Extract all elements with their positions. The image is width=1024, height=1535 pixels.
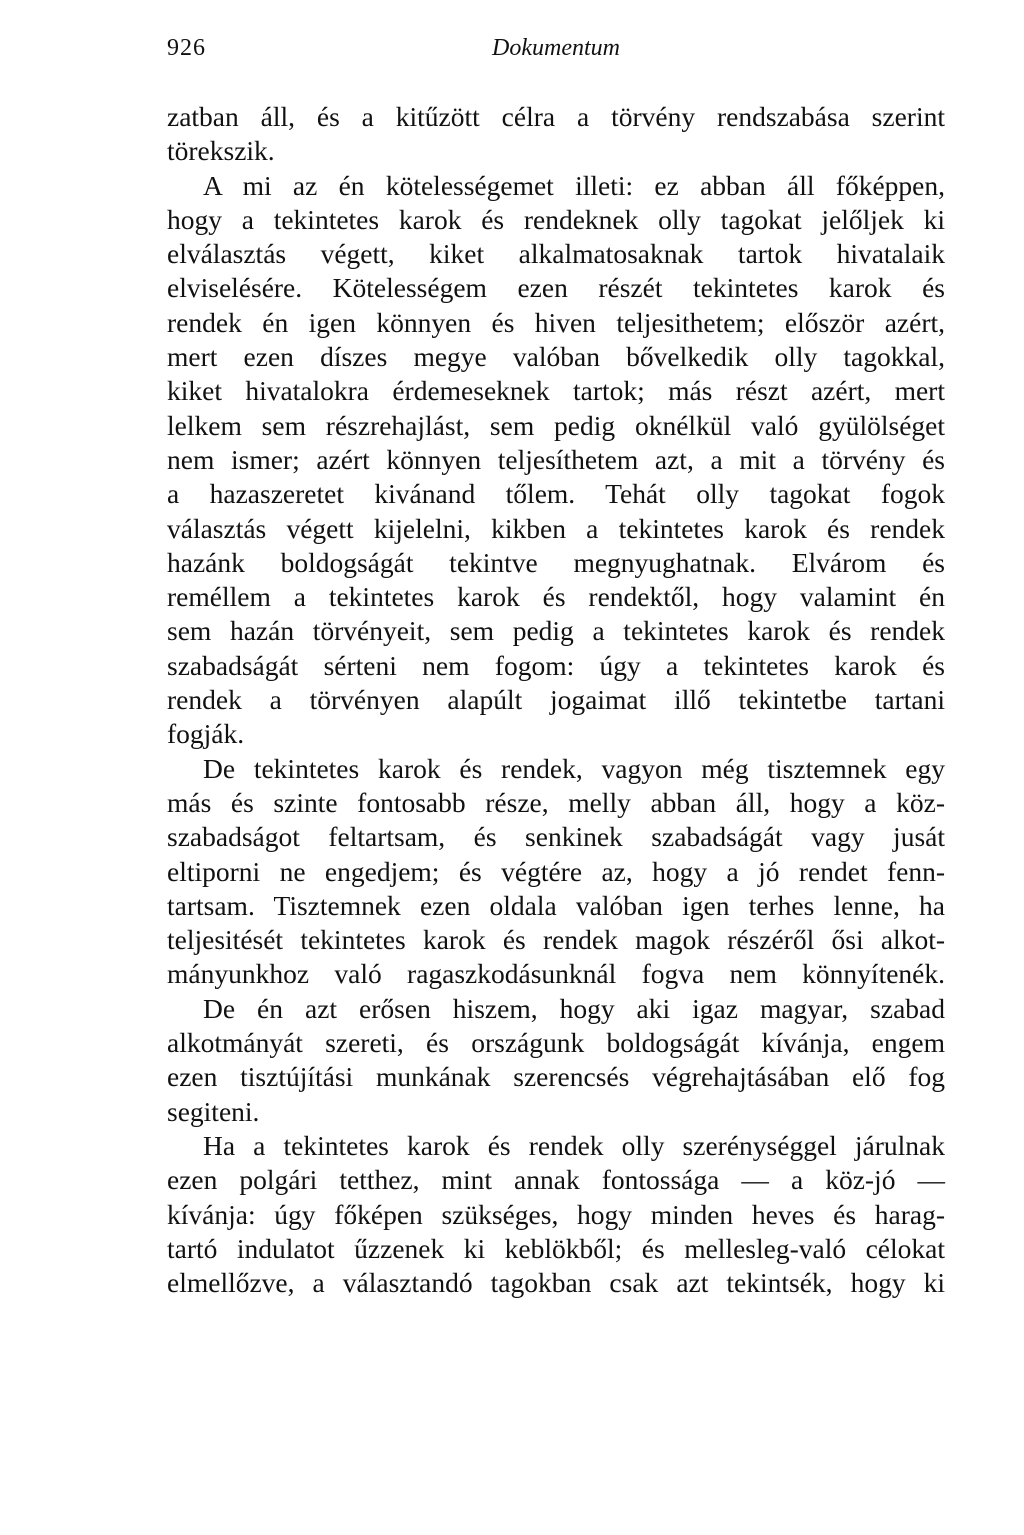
text-line: ezen tisztújítási munkának szerencsés végrehajtásában elő fog [167,1061,945,1093]
text-line: elmellőzve, a választandó tagokban csak azt tekintsék, hogy ki [167,1267,945,1299]
text-line: fogják. [167,718,245,750]
text-line: elválasztás végett, kiket alkalmatosaknak tartok hivatalaik [167,238,945,270]
text-line: Ha a tekintetes karok és rendek olly szerénységgel járulnak [203,1129,945,1161]
text-line: törekszik. [167,135,275,167]
text-line: lelkem sem részrehajlást, sem pedig oknélkül való gyülölséget [167,409,945,441]
text-line: ezen polgári tetthez, mint annak fontossága — a köz-jó — [167,1164,945,1196]
text-line: mert ezen díszes megye valóban bővelkedik olly tagokkal, [167,341,945,373]
text-line: választás végett kijelelni, kikben a tekintetes karok és rendek [167,512,945,544]
text-line: reméllem a tekintetes karok és rendektől, hogy valamint én [167,581,945,613]
text-line: De tekintetes karok és rendek, vagyon még tisztemnek egy [203,752,945,784]
text-line: segiteni. [167,1095,260,1127]
text-line: nem ismer; azért könnyen teljesíthetem azt, a mit a törvény és [167,443,945,475]
text-line: hazánk boldogságát tekintve megnyughatnak. Elvárom és [167,546,945,578]
text-line: rendek a törvényen alapúlt jogaimat illő tekintetbe tartani [167,684,945,716]
text-line: A mi az én kötelességemet illeti: ez abban áll főképpen, [203,169,945,201]
text-line: De én azt erősen hiszem, hogy aki igaz magyar, szabad [203,992,945,1024]
page-number: 926 [167,35,206,61]
text-line: kiket hivatalokra érdemeseknek tartok; más részt azért, mert [167,375,945,407]
text-line: szabadságot feltartsam, és senkinek szabadságát vagy jusát [167,821,945,853]
text-line: a hazaszeretet kivánand tőlem. Tehát olly tagokat fogok [167,478,945,510]
text-line: alkotmányát szereti, és országunk boldogságát kívánja, engem [167,1027,945,1059]
text-line: tartsam. Tisztemnek ezen oldala valóban igen terhes lenne, ha [167,889,945,921]
text-line: szabadságát sérteni nem fogom: úgy a tekintetes karok és [167,649,945,681]
running-title: Dokumentum [492,35,620,61]
body-text [167,100,945,1300]
page-header [167,28,945,68]
text-line: kívánja: úgy főképen szükséges, hogy minden heves és harag- [167,1198,945,1230]
text-line: sem hazán törvényeit, sem pedig a tekintetes karok és rendek [167,615,945,647]
text-line: zatban áll, és a kitűzött célra a törvény rendszabása szerint [167,101,945,132]
text-line: elviselésére. Kötelességem ezen részét tekintetes karok és [167,272,945,304]
document-page [167,28,945,1300]
text-line: tartó indulatot űzzenek ki keblökből; és mellesleg-való célokat [167,1232,945,1264]
text-line: teljesitését tekintetes karok és rendek magok részéről ősi alkot- [167,924,945,956]
text-line: más és szinte fontosabb része, melly abban áll, hogy a köz- [167,786,945,818]
text-line: hogy a tekintetes karok és rendeknek olly tagokat jelőljek ki [167,203,945,235]
text-line: mányunkhoz való ragaszkodásunknál fogva nem könnyítenék. [167,958,945,990]
text-line: eltiporni ne engedjem; és végtére az, hogy a jó rendet fenn- [167,855,945,887]
text-line: rendek én igen könnyen és hiven teljesithetem; először azért, [167,306,945,338]
